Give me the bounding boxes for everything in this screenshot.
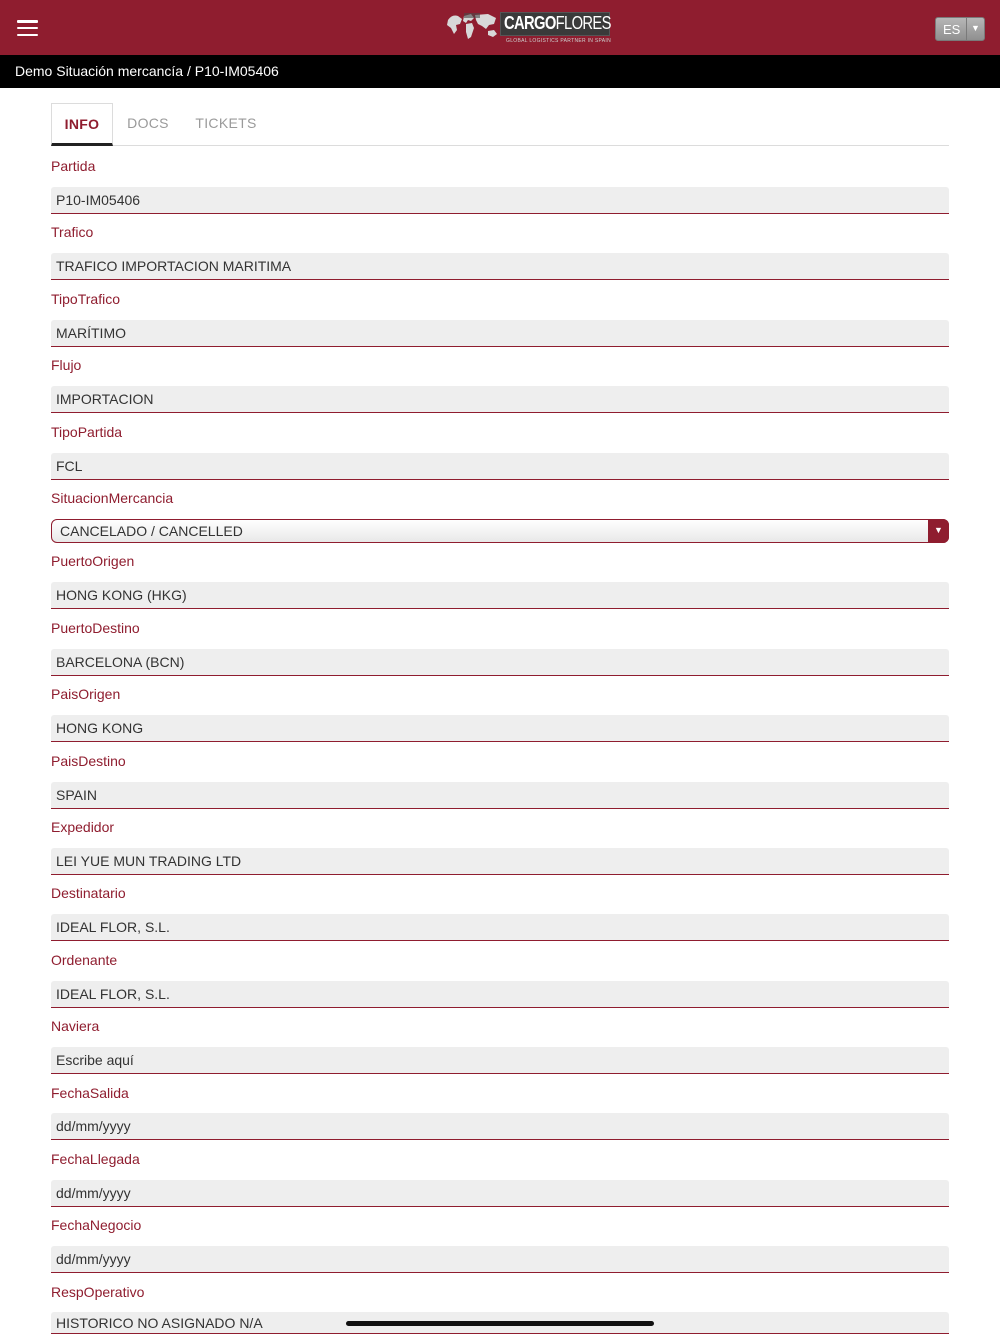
trafico-field[interactable] bbox=[51, 253, 949, 280]
ordenante-field[interactable] bbox=[51, 981, 949, 1008]
pais-origen-field[interactable] bbox=[51, 715, 949, 742]
app-header bbox=[0, 0, 1000, 55]
naviera-label: Naviera bbox=[51, 1018, 100, 1034]
fecha-llegada-label: FechaLlegada bbox=[51, 1151, 140, 1167]
menu-icon[interactable] bbox=[17, 20, 38, 36]
fecha-salida-label: FechaSalida bbox=[51, 1085, 129, 1101]
tipo-trafico-field[interactable] bbox=[51, 320, 949, 347]
language-divider bbox=[966, 18, 967, 40]
tipo-partida-field[interactable] bbox=[51, 453, 949, 480]
tipo-trafico-label: TipoTrafico bbox=[51, 291, 120, 307]
breadcrumb: Demo Situación mercancía / P10-IM05406 bbox=[15, 63, 279, 79]
flujo-field[interactable] bbox=[51, 386, 949, 413]
home-indicator[interactable] bbox=[346, 1321, 654, 1326]
partida-label: Partida bbox=[51, 158, 96, 174]
puerto-destino-label: PuertoDestino bbox=[51, 620, 140, 636]
pais-destino-field[interactable] bbox=[51, 782, 949, 809]
expedidor-field[interactable] bbox=[51, 848, 949, 875]
pais-origen-label: PaisOrigen bbox=[51, 686, 121, 702]
tab-docs[interactable]: DOCS bbox=[127, 115, 169, 131]
caret-down-icon: ▼ bbox=[928, 519, 949, 543]
flujo-label: Flujo bbox=[51, 357, 82, 373]
fecha-llegada-field[interactable] bbox=[51, 1180, 949, 1207]
tipo-partida-label: TipoPartida bbox=[51, 424, 123, 440]
tab-tickets[interactable]: TICKETS bbox=[195, 115, 257, 131]
logo bbox=[444, 8, 614, 44]
logo-tagline: GLOBAL LOGISTICS PARTNER IN SPAIN bbox=[506, 38, 612, 44]
expedidor-label: Expedidor bbox=[51, 819, 115, 835]
logo-wordmark: CARGOFLORES bbox=[504, 13, 611, 33]
situacion-mercancia-value: CANCELADO / CANCELLED bbox=[60, 523, 243, 539]
puerto-origen-label: PuertoOrigen bbox=[51, 553, 135, 569]
fecha-salida-field[interactable] bbox=[51, 1113, 949, 1140]
resp-operativo-label: RespOperativo bbox=[51, 1284, 145, 1300]
tab-bar bbox=[51, 103, 949, 146]
situacion-mercancia-label: SituacionMercancia bbox=[51, 490, 174, 506]
fecha-negocio-label: FechaNegocio bbox=[51, 1217, 142, 1233]
fecha-negocio-field[interactable] bbox=[51, 1246, 949, 1273]
situacion-mercancia-select[interactable] bbox=[51, 519, 949, 543]
puerto-origen-field[interactable] bbox=[51, 582, 949, 609]
destinatario-label: Destinatario bbox=[51, 885, 126, 901]
destinatario-field[interactable] bbox=[51, 914, 949, 941]
naviera-field[interactable] bbox=[51, 1047, 949, 1074]
pais-destino-label: PaisDestino bbox=[51, 753, 126, 769]
caret-down-icon: ▼ bbox=[971, 23, 980, 33]
partida-field[interactable] bbox=[51, 187, 949, 214]
breadcrumb-bar bbox=[0, 55, 1000, 88]
world-map-icon bbox=[444, 10, 500, 42]
puerto-destino-field[interactable] bbox=[51, 649, 949, 676]
language-label: ES bbox=[943, 22, 961, 37]
trafico-label: Trafico bbox=[51, 224, 94, 240]
language-selector[interactable] bbox=[935, 17, 985, 41]
tab-info[interactable]: INFO bbox=[51, 103, 113, 146]
ordenante-label: Ordenante bbox=[51, 952, 118, 968]
